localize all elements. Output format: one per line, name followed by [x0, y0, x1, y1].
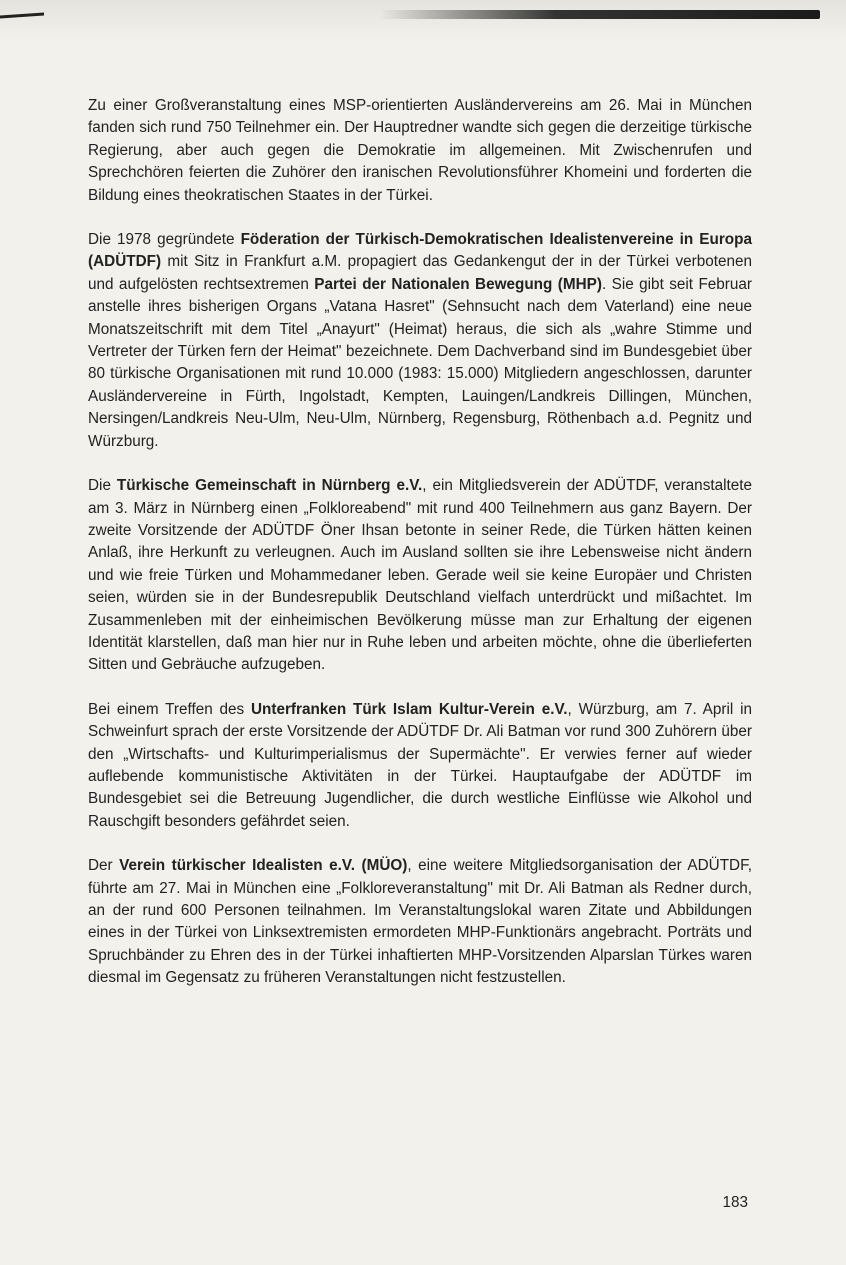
organization-name: Türkische Gemeinschaft in Nürnberg e.V. [116, 477, 423, 495]
paragraph-3 [88, 475, 752, 677]
organization-name: Verein türkischer Idealisten e.V. (MÜO) [119, 857, 408, 875]
text-run: Bei einem Treffen des [88, 700, 251, 718]
text-run: . Sie gibt seit Februar anstelle ihres bisherigen Organs „Vatana Hasret" (Sehnsucht nach dem Vaterland) eine neue Monatszeitschrift mit dem Titel „Anayurt" (Heimat) heraus, die sich als „wahre Stimme und Vertreter der Türken fern der Heimat" bezeichnete. Dem Dachverband sind im Bundesgebiet über 80 türkische Organisationen mit rund 10.000 (1983: 15.000) Mitgliedern angeschlossen, darunter Ausländervereine in Fürth, Ingolstadt, Kempten, Lauingen/Landkreis Dillingen, München, Nersingen/Landkreis Neu-Ulm, Neu-Ulm, Nürnberg, Regensburg, Röthenbach a.d. Pegnitz und Würzburg. [88, 275, 753, 450]
organization-name: Partei der Nationalen Bewegung (MHP) [314, 275, 602, 293]
text-run: Die 1978 gegründete [88, 231, 241, 249]
scan-edge-shadow [0, 0, 846, 40]
text-run: Die [88, 477, 117, 495]
paragraph-4 [88, 699, 752, 833]
text-run: , Würzburg, am 7. April in Schweinfurt sprach der erste Vorsitzende der ADÜTDF Dr. Ali Batman vor rund 300 Zuhörern über den „Wirtschafts- und Kulturimperialismus der Supermächte". Er verwies ferner auf wieder auflebende kommunistische Aktivitäten in der Türkei. Hauptaufgabe der ADÜTDF im Bundesgebiet sei die Betreuung Jugendlicher, die durch westliche Einflüsse wie Alkohol und Rauschgift besonders gefährdet seien. [88, 700, 752, 830]
text-run: Zu einer Großveranstaltung eines MSP-orientierten Ausländervereins am 26. Mai in München fanden sich rund 750 Teilnehmer ein. Der Hauptredner wandte sich gegen die derzeitige türkische Regierung, aber auch gegen die Demokratie im allgemeinen. Mit Zwischenrufen und Sprechchören feierten die Zuhörer den iranischen Revolutionsführer Khomeini und forderten die Bildung eines theokratischen Staates in der Türkei. [88, 97, 752, 204]
text-run: , ein Mitgliedsverein der ADÜTDF, veranstaltete am 3. März in Nürnberg einen „Folkloreabend" mit rund 400 Teilnehmern aus ganz Bayern. Der zweite Vorsitzende der ADÜTDF Öner Ihsan betonte in seiner Rede, die Türken hätten keinen Anlaß, ihre Herkunft zu verleugnen. Auch im Ausland sollten sie ihre Lebensweise nicht ändern und wie freie Türken und Mohammedaner leben. Gerade weil sie keine Europäer und Christen seien, würden sie in der Bundesrepublik Deutschland vielfach unterdrückt und mißachtet. Im Zusammenleben mit der einheimischen Bevölkerung müsse man zur Erhaltung der eigenen Identität klarstellen, daß man hier nur in Ruhe leben und arbeiten möchte, ohne die überlieferten Sitten und Gebräuche aufzugeben. [88, 477, 753, 674]
page-number: 183 [722, 1194, 748, 1211]
text-run: , eine weitere Mitgliedsorganisation der ADÜTDF, führte am 27. Mai in München eine „Folkloreveranstaltung" mit Dr. Ali Batman als Redner durch, an der rund 600 Personen teilnahmen. Im Veranstaltungslokal waren Zitate und Abbildungen eines in der Türkei von Linksextremisten ermordeten MHP-Funktionärs angebracht. Porträts und Spruchbänder zu Ehren des in der Türkei inhaftierten MHP-Vorsitzenden Alparslan Türkes waren diesmal im Gegensatz zu früheren Veranstaltungen nicht festzustellen. [88, 857, 752, 987]
paragraph-1 [88, 95, 752, 207]
organization-name: Unterfranken Türk Islam Kultur-Verein e.V. [250, 700, 568, 718]
scan-artifact-corner [0, 12, 44, 40]
scan-artifact-bar [380, 10, 820, 19]
paragraph-2 [88, 229, 752, 453]
text-run: mit Sitz in Frankfurt a.M. propagiert das Gedankengut der in der Türkei verbotenen und aufgelösten rechtsextremen [88, 253, 752, 293]
text-run: Der [88, 857, 120, 875]
paragraph-5 [88, 855, 752, 989]
page-body [88, 95, 752, 1012]
organization-name: Föderation der Türkisch-Demokratischen Idealistenvereine in Europa (ADÜTDF) [88, 231, 752, 271]
